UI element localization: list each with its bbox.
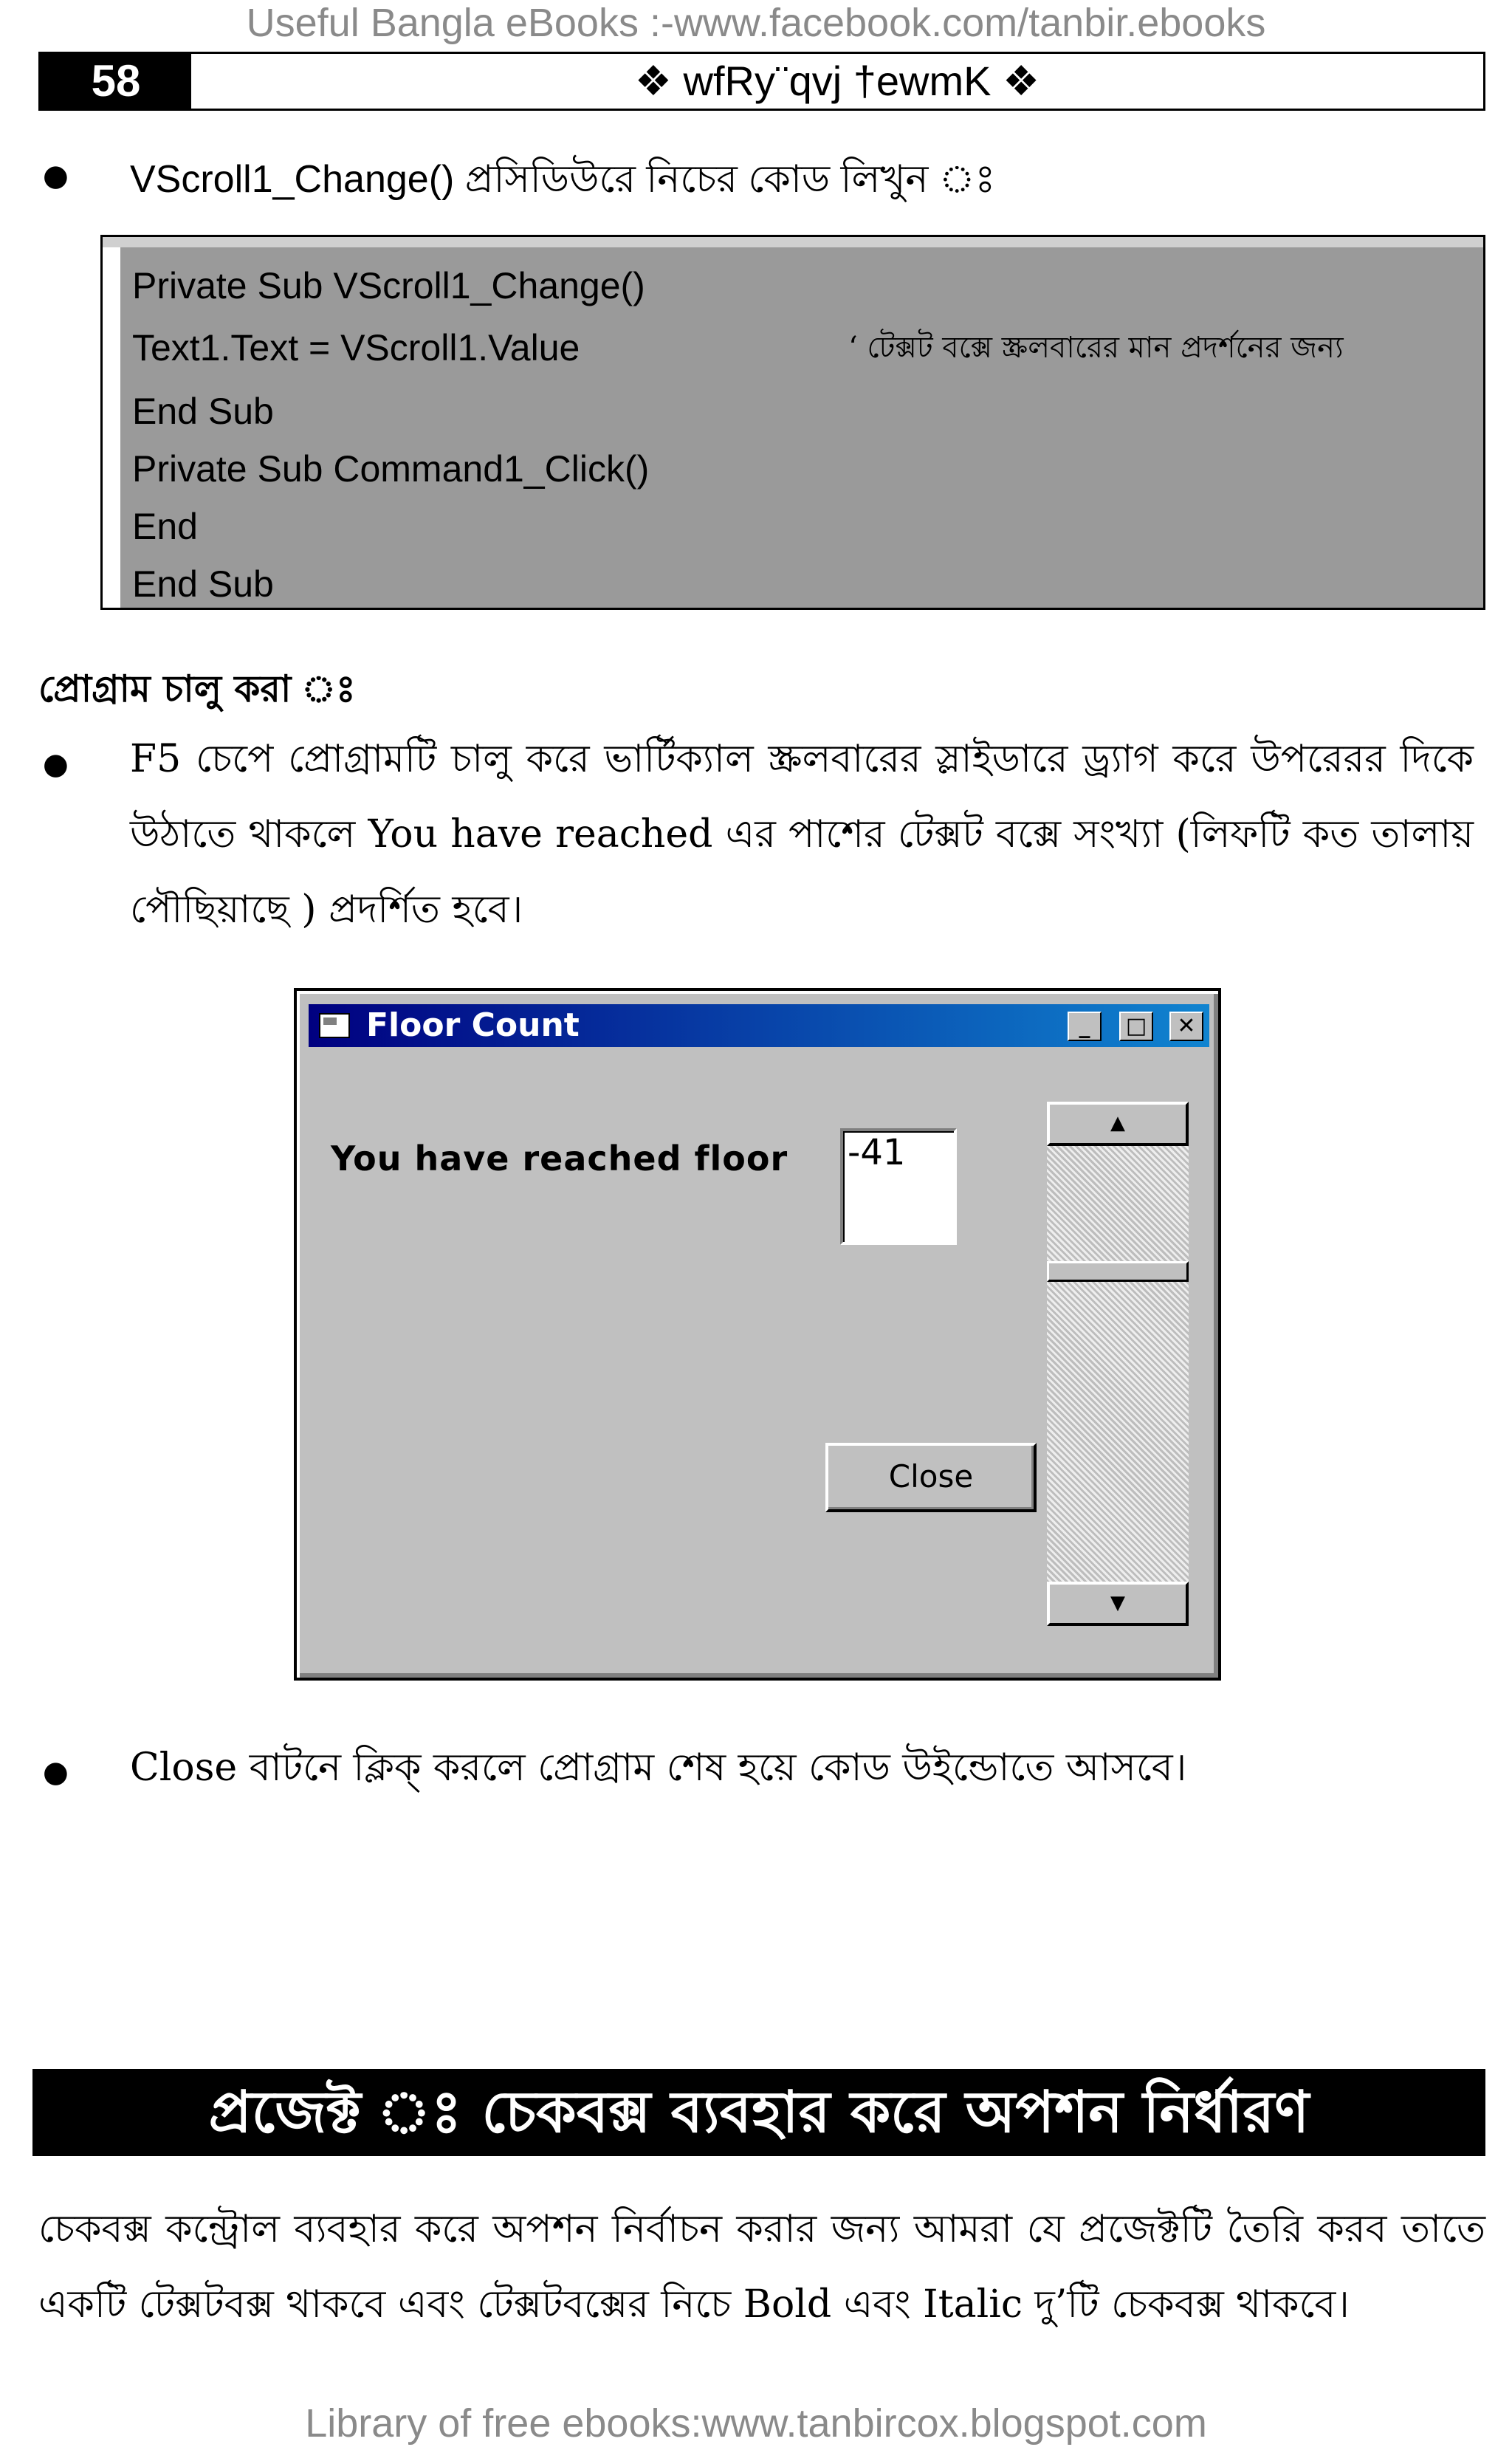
intro-line: VScroll1_Change() প্রসিডিউরে নিচের কোড লিখুন ঃ — [130, 158, 996, 201]
close-button[interactable]: Close — [825, 1443, 1037, 1512]
window-close-button[interactable]: ✕ — [1169, 1012, 1203, 1041]
project-banner: প্রজেক্ট ঃ চেকবক্স ব্যবহার করে অপশন নির্ধারণ — [32, 2069, 1485, 2156]
page-header — [38, 52, 1485, 111]
vertical-scrollbar[interactable] — [1047, 1102, 1189, 1626]
code-line: End Sub — [132, 563, 274, 605]
run-heading: প্রোগ্রাম চালু করা ঃ — [38, 667, 356, 710]
book-title: ❖ wfRy¨qvj †ewmK ❖ — [634, 58, 1040, 104]
scroll-down-button[interactable]: ▼ — [1047, 1582, 1189, 1626]
code-line: End Sub — [132, 391, 274, 432]
page-number: 58 — [41, 54, 191, 109]
minimize-button[interactable]: _ — [1068, 1012, 1102, 1041]
code-line: Private Sub Command1_Click() — [132, 448, 650, 490]
code-line: End — [132, 506, 198, 547]
code-block — [100, 235, 1485, 610]
bullet-point: ● — [43, 1755, 69, 1789]
bullet-point: ● — [43, 159, 69, 193]
close-paragraph: Close বাটনে ক্লিক্ করলে প্রোগ্রাম শেষ হয়ে কোড উইন্ডোতে আসবে। — [130, 1746, 1187, 1790]
floor-label: You have reached floor — [331, 1139, 788, 1178]
floor-count-window — [294, 988, 1221, 1681]
scroll-up-button[interactable]: ▲ — [1047, 1102, 1189, 1146]
app-icon — [319, 1013, 350, 1038]
window-title: Floor Count — [366, 1006, 580, 1044]
watermark-bottom: Library of free ebooks:www.tanbircox.blogspot.com — [305, 2401, 1207, 2446]
run-paragraph: F5 চেপে প্রোগ্রামটি চালু করে ভার্টিক্যাল স্ক্রলবারের স্লাইডারে ড্র্যাগ করে উপরেরর দিকে উঠাতে থাকলে You have reached এর পাশের টেক্সট বক্সে সংখ্যা (লিফটি কত তালায় পৌছিয়াছে ) প্রদর্শিত হবে। — [130, 737, 1474, 932]
code-line: Private Sub VScroll1_Change() — [132, 265, 645, 306]
watermark-top: Useful Bangla eBooks :-www.facebook.com/tanbir.ebooks — [246, 1, 1266, 45]
scroll-thumb[interactable] — [1047, 1261, 1189, 1282]
floor-textbox[interactable]: -41 — [840, 1128, 957, 1245]
code-line: Text1.Text = VScroll1.Value — [132, 327, 580, 368]
code-comment: ‘ টেক্সট বক্সে স্ক্রলবারের মান প্রদর্শনের জন্য — [848, 331, 1344, 365]
project-paragraph: চেকবক্স কন্ট্রোল ব্যবহার করে অপশন নির্বাচন করার জন্য আমরা যে প্রজেক্টটি তৈরি করব তাতে একটি টেক্সটবক্স থাকবে এবং টেক্সটবক্সের নিচে Bold এবং Italic দু’টি চেকবক্স থাকবে। — [38, 2207, 1485, 2327]
bullet-point: ● — [43, 747, 69, 781]
maximize-button[interactable]: □ — [1119, 1012, 1153, 1041]
window-titlebar[interactable] — [309, 1004, 1209, 1047]
